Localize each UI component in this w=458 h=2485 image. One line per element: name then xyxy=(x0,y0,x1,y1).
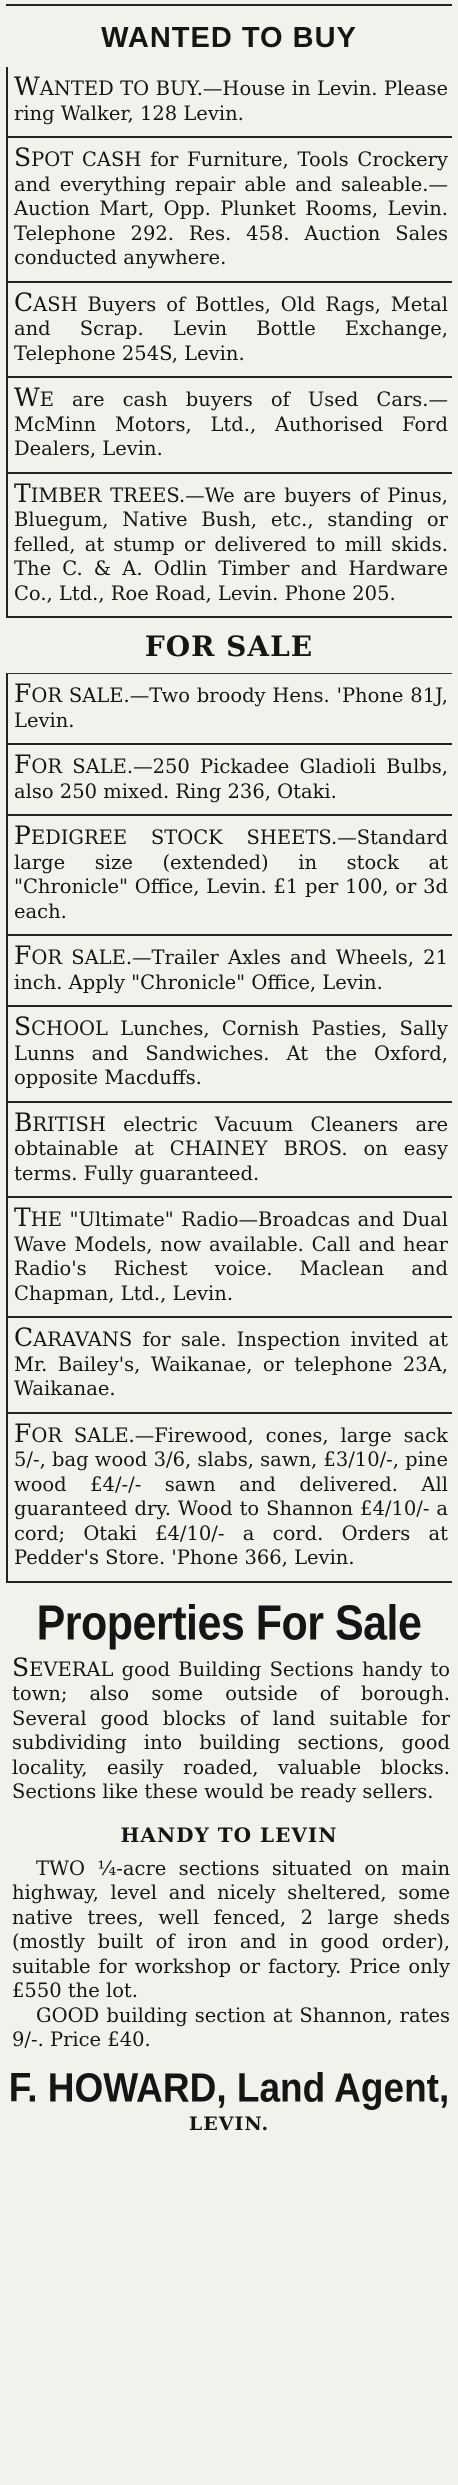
for-sale-heading: FOR SALE xyxy=(144,630,314,663)
drop-cap: P xyxy=(14,821,31,850)
drop-cap: F xyxy=(14,679,32,708)
land-agent-name: F. HOWARD, Land Agent, xyxy=(8,2064,450,2110)
drop-cap: F xyxy=(14,1418,32,1448)
sale-ad-firewood xyxy=(6,1414,452,1583)
ad-text: OR SALE.—Firewood, cones, large sack 5/-, bag wood 3/6, slabs, sawn, £3/10/-, pine wood £4/-/- sawn and delivered. All guaranteed dry. Wood to Shannon £4/10/- a cord; Otaki £4/10/- a cord. Orders at Pedder's Store. 'Phone 366, Levin. xyxy=(14,1423,448,1569)
ad-text: HE "Ultimate" Radio—Broadcas and Dual Wave Models, now available. Call and hear Radio's Richest voice. Maclean and Chapman, Ltd., Levin. xyxy=(14,1208,448,1305)
drop-cap: C xyxy=(14,287,34,317)
land-agent-town: LEVIN. xyxy=(188,2112,270,2135)
drop-cap: F xyxy=(14,750,32,779)
properties-paragraph-shannon: GOOD building section at Shannon, rates 9/-. Price £40. xyxy=(12,2003,450,2051)
sale-ad-stock-sheets xyxy=(6,816,452,936)
ad-text: ASH Buyers of Bottles, Old Rags, Metal and Scrap. Levin Bottle Exchange, Telephone 254S, Levin. xyxy=(14,292,448,365)
ad-text: CHOOL Lunches, Cornish Pasties, Sally Lunns and Sandwiches. At the Oxford, opposite Macduffs. xyxy=(14,1017,448,1089)
drop-cap: W xyxy=(14,72,40,101)
properties-intro-text: EVERAL good Building Sections handy to town; also some outside of borough. Several good blocks of land suitable for subdividing into building sections, good locality, easily roaded, valuable blocks. Sections like these would be ready sellers. xyxy=(12,1657,450,1803)
ad-text: ANTED TO BUY.—House in Levin. Please ring Walker, 128 Levin. xyxy=(14,77,448,125)
properties-for-sale-title: Properties For Sale xyxy=(36,1595,422,1651)
drop-cap: S xyxy=(12,1652,30,1682)
wanted-to-buy-heading: WANTED TO BUY xyxy=(101,22,357,54)
ad-text: E are cash buyers of Used Cars.—McMinn Motors, Ltd., Authorised Ford Dealers, Levin. xyxy=(14,388,448,460)
drop-cap: T xyxy=(14,1203,31,1232)
sale-ad-vacuum-cleaners xyxy=(6,1103,452,1199)
ad-text: OR SALE.—250 Pickadee Gladioli Bulbs, also 250 mixed. Ring 236, Otaki. xyxy=(14,755,448,803)
drop-cap: B xyxy=(14,1107,33,1137)
ad-text: POT CASH for Furniture, Tools Crockery and everything repair able and saleable.—Auction Mart, Opp. Plunket Rooms, Levin. Telephone 292. Res. 458. Auction Sales conducted anywhere. xyxy=(14,148,448,269)
ad-text: EDIGREE STOCK SHEETS.—Standard large size (extended) in stock at "Chronicle" Office, Levin. £1 per 100, or 3d each. xyxy=(14,826,448,923)
wanted-ad-timber-trees xyxy=(6,474,452,619)
sale-ad-caravans xyxy=(6,1318,452,1414)
top-rule xyxy=(6,4,452,6)
ad-text: ARAVANS for sale. Inspection invited at Mr. Bailey's, Waikanae, or telephone 23A, Waikanae. xyxy=(14,1328,448,1400)
properties-intro xyxy=(6,1652,452,1805)
wanted-ad-spot-cash xyxy=(6,138,452,283)
sale-ad-school-lunches xyxy=(6,1007,452,1103)
drop-cap: C xyxy=(14,1323,34,1352)
drop-cap: T xyxy=(14,478,31,508)
drop-cap: F xyxy=(14,941,32,970)
wanted-ad-used-cars xyxy=(6,378,452,474)
properties-paragraph-sections: TWO ¼-acre sections situated on main highway, level and nicely sheltered, some native trees, well fenced, 2 large sheds (mostly built of iron and in good order), suitable for workshop or factory. Price only £550 the lot. xyxy=(12,1856,450,2002)
ad-text: RITISH electric Vacuum Cleaners are obtainable at CHAINEY BROS. on easy terms. Fully guaranteed. xyxy=(14,1112,448,1185)
wanted-ad-bottles xyxy=(6,283,452,379)
sale-ad-radio xyxy=(6,1198,452,1318)
handy-to-levin-heading: HANDY TO LEVIN xyxy=(120,1822,338,1847)
sale-ad-hens xyxy=(6,674,452,745)
ad-text: IMBER TREES.—We are buyers of Pinus, Bluegum, Native Bush, etc., standing or felled, at stump or delivered to mill skids. The C. & A. Odlin Timber and Hardware Co., Ltd., Roe Road, Levin. Phone 205. xyxy=(14,483,448,605)
drop-cap: W xyxy=(14,383,40,412)
ad-text: OR SALE.—Trailer Axles and Wheels, 21 inch. Apply "Chronicle" Office, Levin. xyxy=(14,946,448,994)
drop-cap: S xyxy=(14,143,32,172)
wanted-ad-house xyxy=(6,67,452,138)
sale-ad-trailer-axles xyxy=(6,936,452,1007)
drop-cap: S xyxy=(14,1012,32,1041)
ad-text: OR SALE.—Two broody Hens. 'Phone 81J, Levin. xyxy=(14,684,448,732)
sale-ad-gladioli xyxy=(6,745,452,816)
